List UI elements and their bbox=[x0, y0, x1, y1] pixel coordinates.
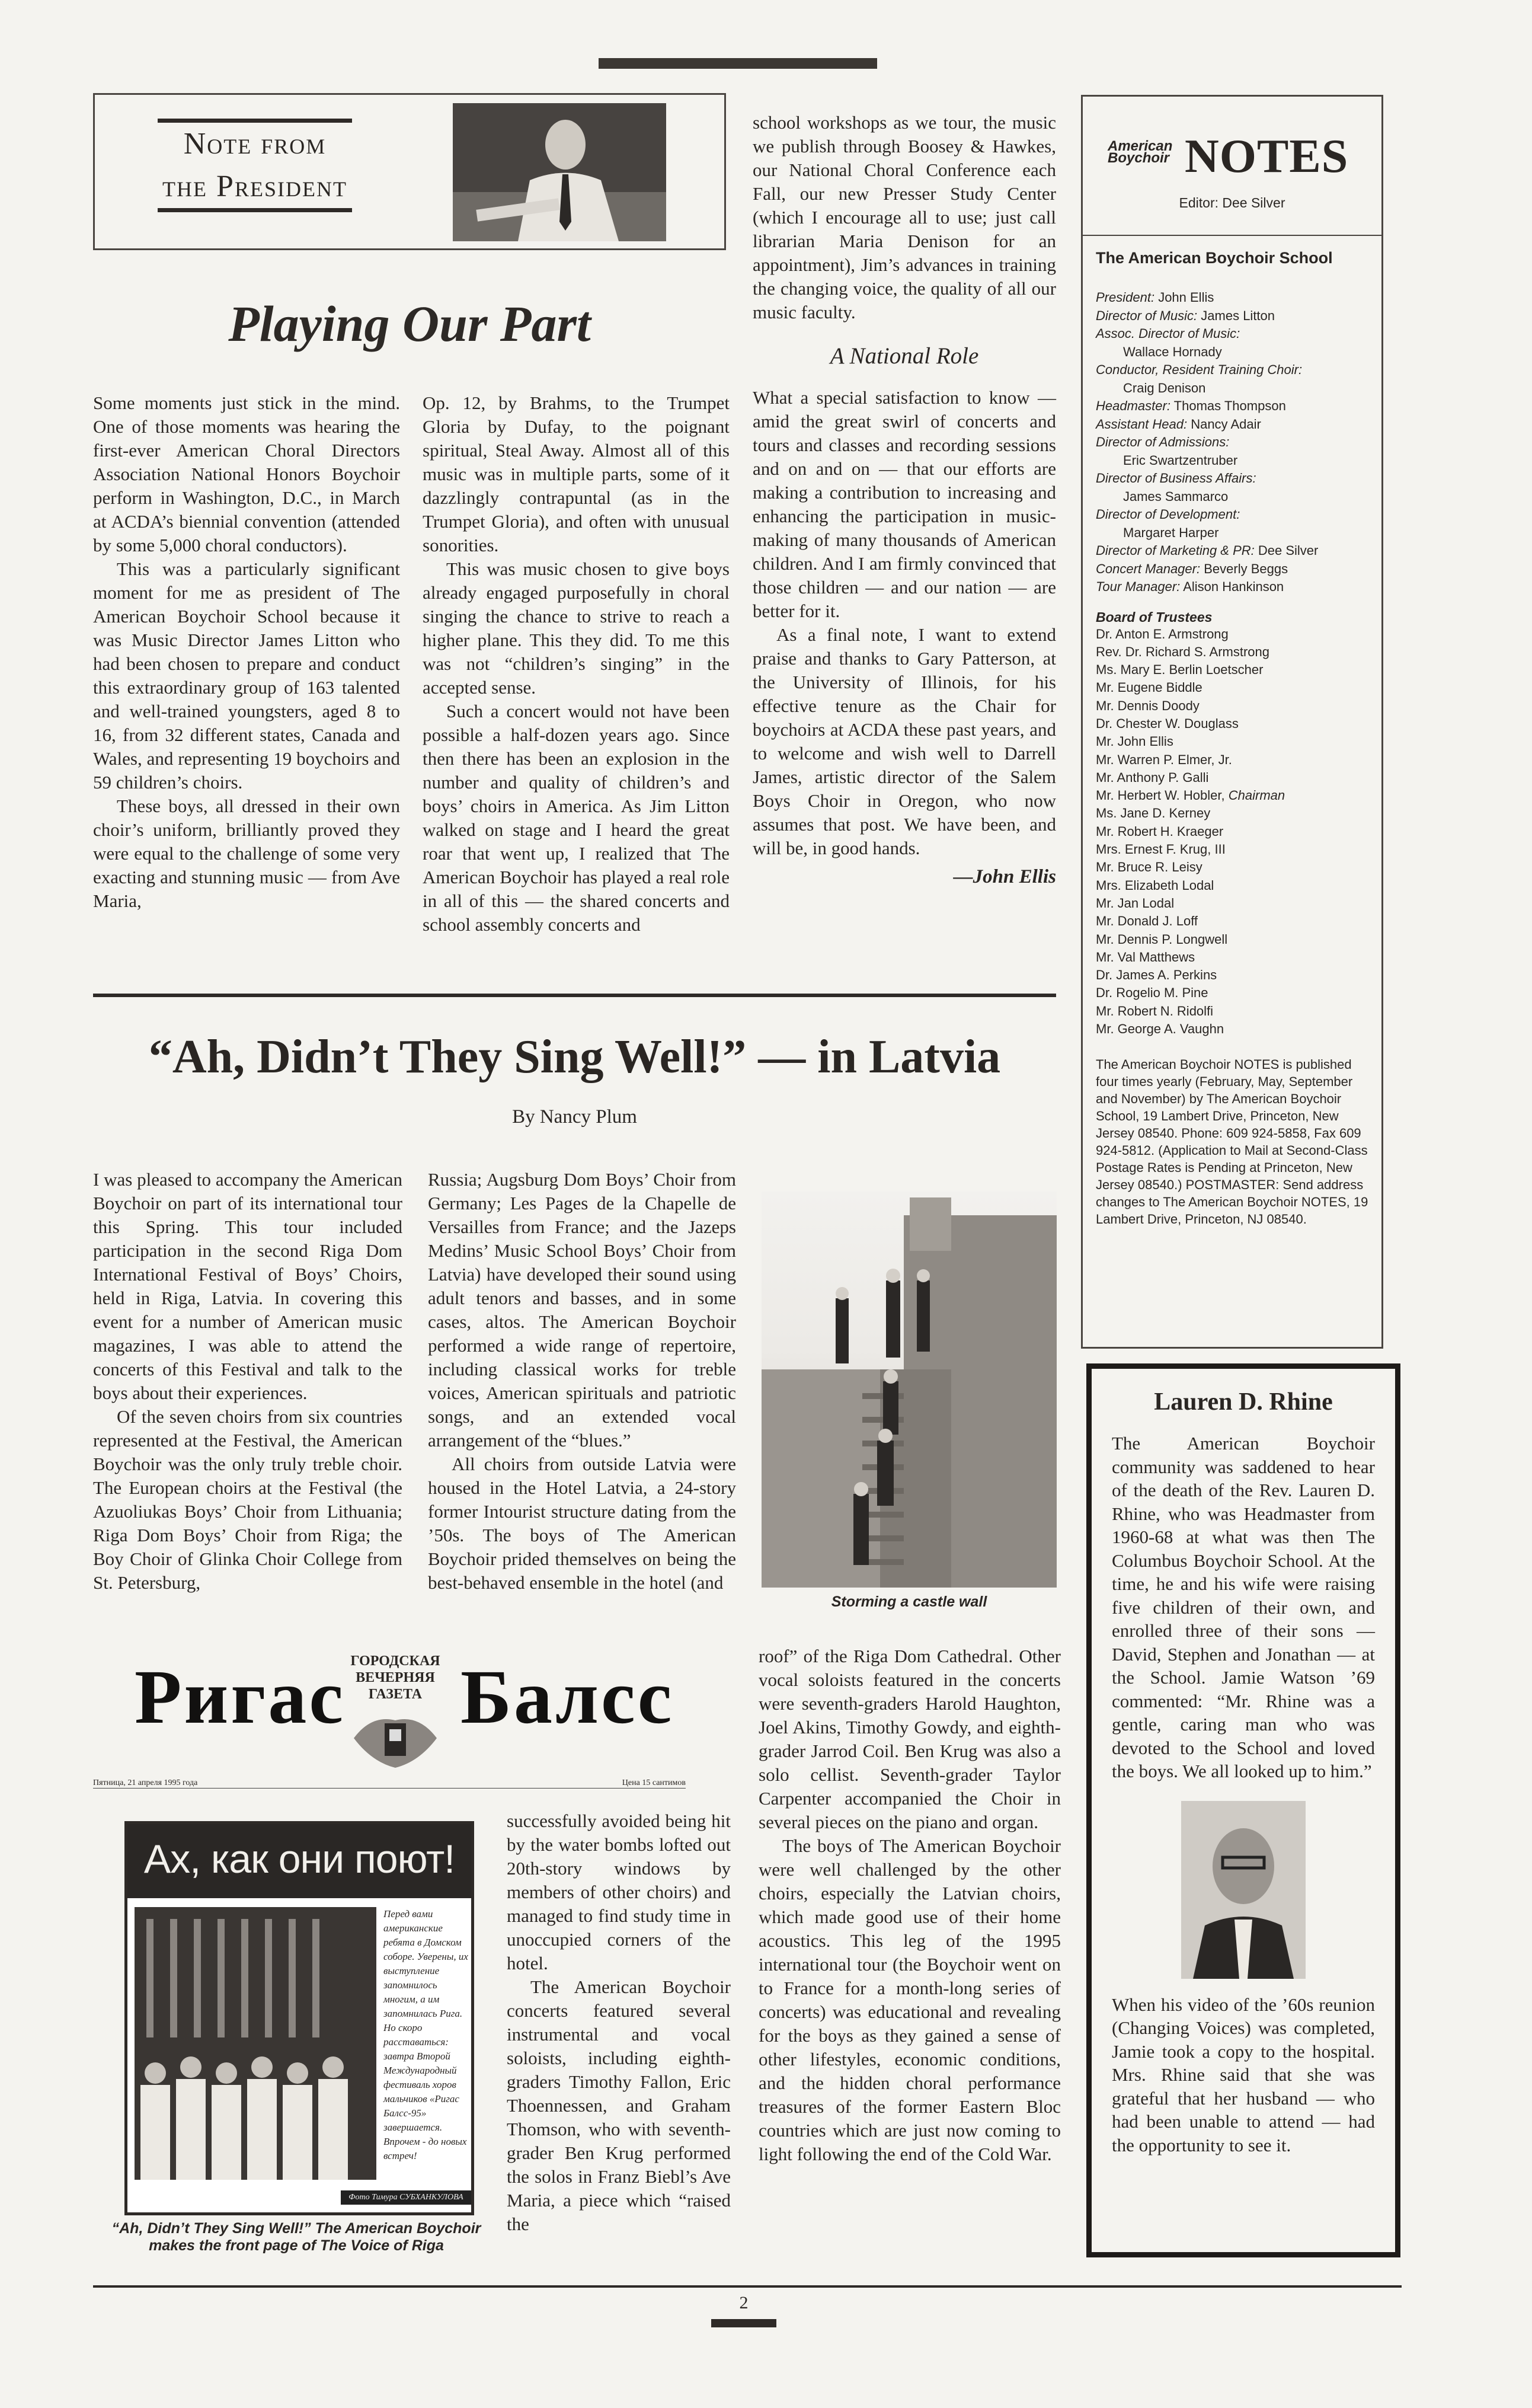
board-member: Mr. Dennis Doody bbox=[1096, 698, 1200, 713]
masthead-left-word: Ригас bbox=[135, 1655, 346, 1740]
staff-name: Nancy Adair bbox=[1191, 416, 1261, 432]
latvia-column-3-lower bbox=[507, 1809, 731, 2236]
section-divider bbox=[93, 994, 1056, 997]
paragraph: The American Boychoir concerts featured several instrumental and vocal soloists, including eighth-graders Timothy Fallon, Eric Thoennessen, and Graham Thomson, who with seventh-grader Ben Krug performed the solos in Franz Biebl’s Ave Maria, a piece which “raised the bbox=[507, 1976, 731, 2234]
school-name: The American Boychoir School bbox=[1096, 249, 1333, 267]
paragraph: Russia; Augsburg Dom Boys’ Choir from Germany; Les Pages de la Chapelle de Versailles from France; and the Jazeps Medins’ Music School Boys’ Choir from Latvia) have developed their sound using adult tenors and basses, and in some cases, altos. The American Boychoir performed a wide range of repertoire, including classical works for treble voices, American spirituals and patriotic songs, and an extended vocal arrangement of the “blues.” bbox=[428, 1169, 736, 1451]
city-crest-icon bbox=[348, 1703, 443, 1774]
obituary-paragraph: The American Boychoir community was saddened to hear of the death of the Rev. Lauren D. Rhine, who was Headmaster from 1960-68 at what was then The Columbus Boychoir School. At the time, he and his wife were raising five children of their own, and enrolled three of their sons — David, Stephen and Jonathan — at the School. Jamie Watson ’69 commented: “Mr. Rhine was a gentle, caring man who was devoted to the School and loved the boys. We all looked up to him.” bbox=[1112, 1433, 1375, 1781]
masthead-price: Цена 15 сантимов bbox=[622, 1778, 686, 1787]
article-title-playing: Playing Our Part bbox=[228, 295, 591, 352]
board-member: Mr. Robert N. Ridolfi bbox=[1096, 1003, 1214, 1018]
staff-entry bbox=[1096, 289, 1368, 307]
castle-wall-photo bbox=[762, 1192, 1057, 1588]
label-rule-bottom bbox=[158, 208, 352, 212]
masthead-right-word: Балсс bbox=[460, 1655, 674, 1740]
staff-name: Wallace Hornady bbox=[1123, 344, 1222, 359]
publication-info: The American Boychoir NOTES is published four times yearly (February, May, September and November) by The American Boychoir School, 19 Lambert Drive, Princeton, New Jersey 08540. Phone: 609 924-5858, Fax 609 924-5812. (Application to Mail at Second-Class Postage Rates is Pending at Princeton, New Jersey 08540.) POSTMASTER: Send address changes to The American Boychoir NOTES, 19 Lambert Drive, Princeton, NJ 08540. bbox=[1096, 1057, 1368, 1227]
clipping-caption-line1: “Ah, Didn’t They Sing Well!” The American Boychoir bbox=[111, 2220, 481, 2237]
staff-entry bbox=[1096, 361, 1368, 379]
staff-name: John Ellis bbox=[1158, 290, 1214, 305]
president-photo bbox=[453, 103, 666, 241]
board-member: Dr. Rogelio M. Pine bbox=[1096, 985, 1208, 1001]
staff-name: James Litton bbox=[1201, 308, 1275, 323]
playing-column-3 bbox=[753, 111, 1056, 889]
paragraph: school workshops as we tour, the music we publish through Boosey & Hawkes, our National Choral Conference each Fall, our new Presser Study Center (which I encourage all to use; just call librarian Maria Denison for an appointment), Jim’s advances in training the changing voice, the quality of all our music faculty. bbox=[753, 112, 1056, 322]
staff-name: Thomas Thompson bbox=[1173, 398, 1286, 413]
section-label-line1: Note from bbox=[183, 127, 327, 161]
clipping-caption-line2: makes the front page of The Voice of Riga bbox=[149, 2237, 444, 2254]
paragraph: Of the seven choirs from six countries represented at the Festival, the American Boychoir was the only truly treble choir. The European choirs at the Festival (the Azuoliukas Boys’ Choir from Lithuania; Riga Dom Boys’ Choir from Riga; the Boy Choir of Glinka Choir College from St. Petersburg, bbox=[93, 1406, 402, 1593]
staff-name: Dee Silver bbox=[1258, 543, 1319, 558]
board-member: Mr. Anthony P. Galli bbox=[1096, 769, 1209, 785]
note-from-president-box bbox=[93, 93, 726, 250]
masthead-center-line2: ВЕЧЕРНЯЯ bbox=[356, 1670, 435, 1685]
staff-role: Conductor, Resident Training Choir: bbox=[1096, 362, 1303, 377]
rhine-portrait-photo bbox=[1181, 1801, 1306, 1979]
notes-masthead-box bbox=[1081, 95, 1383, 1349]
playing-column-2 bbox=[423, 391, 730, 937]
staff-role: Assoc. Director of Music: bbox=[1096, 326, 1240, 341]
staff-entry bbox=[1096, 560, 1368, 579]
label-rule-top bbox=[158, 119, 352, 123]
photo-credit: Фото Тимура СУБХАНКУЛОВА bbox=[341, 2190, 471, 2205]
byline: By Nancy Plum bbox=[512, 1106, 637, 1128]
subhead-national-role: A National Role bbox=[830, 343, 979, 369]
board-member: Mr. John Ellis bbox=[1096, 734, 1173, 749]
staff-name: James Sammarco bbox=[1123, 488, 1229, 504]
staff-entry bbox=[1096, 416, 1368, 434]
staff-role: President: bbox=[1096, 290, 1155, 305]
masthead-date: Пятница, 21 апреля 1995 года bbox=[93, 1778, 198, 1787]
notes-logo-word: NOTES bbox=[1185, 130, 1349, 183]
latvia-column-1 bbox=[93, 1168, 402, 1595]
staff-name: Eric Swartzentruber bbox=[1123, 452, 1238, 468]
latvia-column-4 bbox=[759, 1644, 1061, 2166]
board-member: Mrs. Ernest F. Krug, III bbox=[1096, 842, 1226, 857]
board-member: Rev. Dr. Richard S. Armstrong bbox=[1096, 644, 1270, 659]
board-member: Ms. Mary E. Berlin Loetscher bbox=[1096, 662, 1264, 678]
staff-entry bbox=[1096, 307, 1368, 325]
board-member: Dr. Chester W. Douglass bbox=[1096, 716, 1239, 731]
masthead-center bbox=[348, 1653, 443, 1778]
castle-photo-caption: Storming a castle wall bbox=[831, 1593, 987, 1610]
clipping-text: Перед вами американские ребята в Домском соборе. Уверены, их выступление запомнилось многим, а им запомнилась Рига. Но скоро расставаться: завтра Второй Международный фестиваль хоров мальчиков «Ригас Балсс-95» завершается. Впрочем - до новых встреч! bbox=[383, 1908, 468, 2161]
board-member: Mr. Herbert W. Hobler, bbox=[1096, 788, 1225, 803]
board-member: Ms. Jane D. Kerney bbox=[1096, 806, 1211, 821]
board-member: Dr. Anton E. Armstrong bbox=[1096, 626, 1229, 641]
notes-logo bbox=[1096, 130, 1368, 195]
paragraph: All choirs from outside Latvia were housed in the Hotel Latvia, a 24-story former Intourist structure dating from the ’50s. The boys of The American Boychoir prided themselves on being the best-behaved ensemble in the hotel (and bbox=[428, 1454, 736, 1593]
staff-name: Beverly Beggs bbox=[1204, 561, 1288, 576]
board-member: Mr. Dennis P. Longwell bbox=[1096, 931, 1228, 947]
staff-role: Director of Marketing & PR: bbox=[1096, 543, 1255, 558]
editor-credit: Editor: Dee Silver bbox=[1179, 195, 1285, 210]
staff-role: Headmaster: bbox=[1096, 398, 1170, 413]
board-member: Mr. Donald J. Loff bbox=[1096, 914, 1198, 929]
board-list bbox=[1096, 625, 1368, 1039]
article-title-latvia: “Ah, Didn’t They Sing Well!” — in Latvia bbox=[148, 1031, 1001, 1083]
staff-entry bbox=[1096, 470, 1368, 488]
notes-divider bbox=[1083, 235, 1381, 236]
board-member: Dr. James A. Perkins bbox=[1096, 967, 1217, 983]
newspaper-masthead bbox=[93, 1653, 686, 1787]
notes-logo-small-line2: Boychoir bbox=[1108, 150, 1170, 166]
obituary-title: Lauren D. Rhine bbox=[1154, 1388, 1333, 1416]
notes-logo-small-line1: American bbox=[1108, 138, 1173, 154]
paragraph: This was music chosen to give boys already engaged purposefully in choral singing the chance to strive to reach a higher plane. This they did. To me this was not “children’s singing” in the accepted sense. bbox=[423, 558, 730, 698]
staff-role: Director of Admissions: bbox=[1096, 435, 1230, 449]
board-member: Mrs. Elizabeth Lodal bbox=[1096, 877, 1214, 893]
playing-column-1 bbox=[93, 391, 400, 913]
staff-role: Tour Manager: bbox=[1096, 579, 1181, 594]
obituary-paragraph: When his video of the ’60s reunion (Changing Voices) was completed, Jamie took a copy to the hospital. Mrs. Rhine said that she was grateful that her husband — who had been unable to attend — had the opportunity to see it. bbox=[1112, 1994, 1375, 2155]
board-member: Mr. George A. Vaughn bbox=[1096, 1021, 1224, 1037]
paragraph: As a final note, I want to extend praise and thanks to Gary Patterson, at the University of Illinois, for his effective tenure as the Chair for boychoirs at ACDA these past years, and to welcome and wish well to Darrell James, artistic director of the Salem Boys Choir in Oregon, who now assumes that post. We have been, and will be, in good hands. bbox=[753, 624, 1056, 858]
staff-entry bbox=[1096, 578, 1368, 596]
board-member: Mr. Robert H. Kraeger bbox=[1096, 823, 1224, 839]
signature: —John Ellis bbox=[953, 866, 1056, 887]
paragraph: Some moments just stick in the mind. One of those moments was hearing the first-ever American Choral Directors Association National Honors Boychoir perform in Washington, D.C., in March at ACDA’s biennial convention (attended by some 5,000 choral conductors). bbox=[93, 392, 400, 555]
clipping-headline: Ах, как они поют! bbox=[127, 1824, 471, 1898]
staff-name: Margaret Harper bbox=[1123, 525, 1219, 540]
paragraph: Such a concert would not have been possible a half-dozen years ago. Since then there has been an explosion in the number and quality of children’s and boys’ choirs in America. As Jim Litton walked on stage and I heard the great roar that went up, I realized that The American Boychoir has played a real role in all of this — the shared concerts and school assembly concerts and bbox=[423, 701, 730, 935]
paragraph: The boys of The American Boychoir were well challenged by the other choirs, especially the Latvian choirs, which made good use of their home acoustics. This leg of the 1995 international tour (the Boychoir went on to France for a month-long series of concerts) was educational and revealing for the boys as they gained a sense of other lifestyles, economic conditions, and the hidden choral performance treasures of the former Eastern Bloc countries which are just now coming to light following the end of the Cold War. bbox=[759, 1835, 1061, 2164]
clipping-caption bbox=[89, 2220, 504, 2254]
staff-entry bbox=[1096, 397, 1368, 416]
paragraph: I was pleased to accompany the American Boychoir on part of its international tour this Spring. This tour included participation in the second Riga Dom International Festival of Boys’ Choirs, held in Riga, Latvia. In covering this event for a number of American music magazines, I was able to attend the concerts of this Festival and talk to the boys about their experiences. bbox=[93, 1169, 402, 1403]
staff-role: Concert Manager: bbox=[1096, 561, 1201, 576]
staff-name: Alison Hankinson bbox=[1183, 579, 1284, 594]
board-member: Mr. Val Matthews bbox=[1096, 949, 1195, 965]
staff-entry bbox=[1096, 325, 1368, 343]
section-label-line2: the President bbox=[162, 170, 347, 203]
paragraph: These boys, all dressed in their own choir’s uniform, brilliantly proved they were equal to the challenge of some very exacting and stunning music — from Ave Maria, bbox=[93, 796, 400, 911]
staff-list bbox=[1096, 289, 1368, 596]
board-member: Mr. Bruce R. Leisy bbox=[1096, 860, 1202, 875]
chair-title: Chairman bbox=[1228, 788, 1285, 803]
board-member: Mr. Warren P. Elmer, Jr. bbox=[1096, 752, 1232, 767]
masthead-center-line3: ГАЗЕТА bbox=[368, 1687, 423, 1702]
staff-role: Director of Music: bbox=[1096, 308, 1198, 323]
paragraph: This was a particularly significant moment for me as president of The American Boychoir School because it was Music Director James Litton who had been chosen to prepare and conduct this extraordinary group of 163 talented and well-trained youngsters, aged 8 to 16, from 32 different states, Canada and Wales, and representing 19 boychoirs and 59 children’s choirs. bbox=[93, 558, 400, 793]
latvia-column-2 bbox=[428, 1168, 736, 1595]
page-number-bar bbox=[711, 2319, 776, 2327]
staff-role: Director of Business Affairs: bbox=[1096, 471, 1256, 486]
choir-photo bbox=[135, 1907, 376, 2180]
paragraph: roof” of the Riga Dom Cathedral. Other vocal soloists featured in the concerts were seventh-graders Harold Haughton, Joel Akins, Timothy Gowdy, and eighth-grader Jarrod Coil. Ben Krug was also a solo cellist. Seventh-grader Taylor Carpenter accompanied the Choir in several pieces on the piano and organ. bbox=[759, 1646, 1061, 1832]
paragraph: successfully avoided being hit by the water bombs lofted out 20th-story windows by members of other choirs) and managed to find study time in unoccupied corners of the hotel. bbox=[507, 1810, 731, 1973]
staff-entry bbox=[1096, 542, 1368, 560]
staff-role: Director of Development: bbox=[1096, 507, 1240, 522]
notes-logo-small bbox=[1108, 140, 1172, 164]
masthead-dateline bbox=[93, 1778, 686, 1789]
front-page-clipping bbox=[124, 1821, 474, 2215]
staff-entry bbox=[1096, 433, 1368, 452]
paragraph: What a special satisfaction to know — amid the great swirl of concerts and tours and classes and recording sessions and on and on — that our efforts are making a contribution to increasing and enhancing the participation in music-making of many thousands of American children. And I am firmly convinced that those children — and our nation — are better for it. bbox=[753, 387, 1056, 621]
board-heading: Board of Trustees bbox=[1096, 609, 1213, 625]
staff-entry bbox=[1096, 506, 1368, 524]
section-label bbox=[154, 119, 356, 212]
footer-rule bbox=[93, 2285, 1402, 2288]
board-member-chair bbox=[1096, 787, 1368, 804]
staff-role: Assistant Head: bbox=[1096, 416, 1188, 432]
staff-name: Craig Denison bbox=[1123, 380, 1206, 395]
paragraph: Op. 12, by Brahms, to the Trumpet Gloria by Dufay, to the poignant spiritual, Steal Away. Almost all of this music was in multiple parts, some of it dazzlingly contrapuntal (as in the Trumpet Gloria), and often with unusual sonorities. bbox=[423, 392, 730, 555]
board-member: Mr. Jan Lodal bbox=[1096, 895, 1175, 911]
top-rule-bar bbox=[599, 58, 877, 69]
obituary-box bbox=[1086, 1363, 1400, 2257]
page-number: 2 bbox=[739, 2293, 749, 2313]
masthead-center-line1: ГОРОДСКАЯ bbox=[350, 1653, 440, 1669]
board-member: Mr. Eugene Biddle bbox=[1096, 680, 1202, 695]
